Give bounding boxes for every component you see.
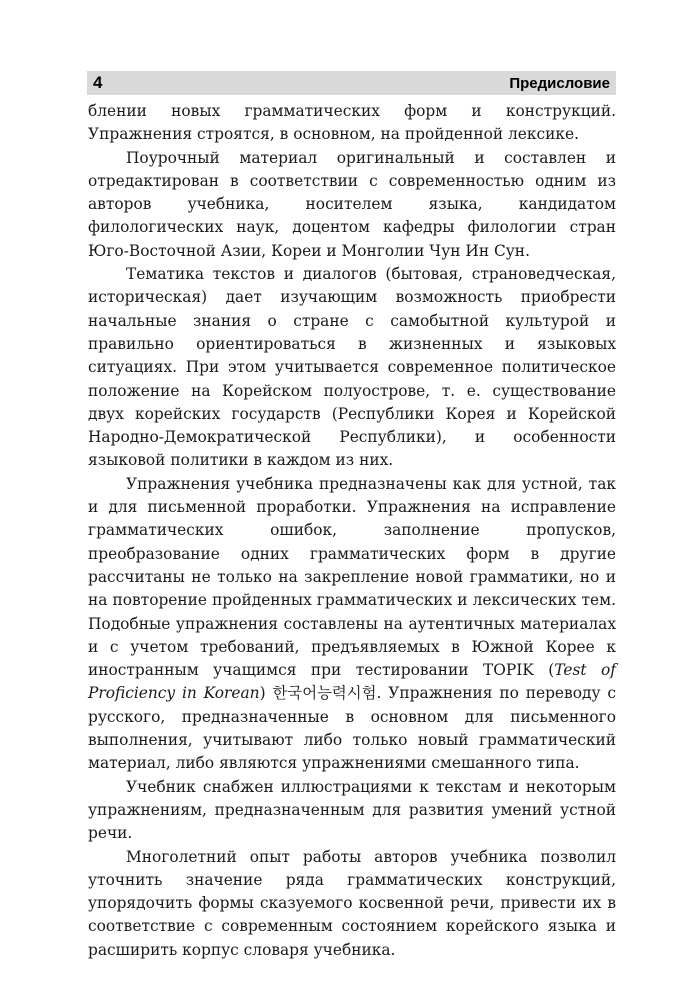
- paragraph-illustrations: Учебник снабжен иллюстрациями к текстам и некоторым упражнениям, предназначенным для развития умений устной речи.: [88, 777, 616, 843]
- page-number: 4: [93, 73, 103, 92]
- paragraph-continued: блении новых грамматических форм и конструкций. Упражнения строятся, в основном, на пройденной лексике.: [88, 102, 616, 144]
- paragraph-material: Поурочный материал оригинальный и составлен и отредактирован в соответствии с современностью одним из авторов учебника, носителем языка, кандидатом филологических наук, доцентом кафедры филологии стран Юго-Восточной Азии, Кореи и Монголии Чун Ин Сун.: [88, 148, 616, 260]
- paragraph-exercises: [88, 473, 616, 776]
- paragraph-topics: Тематика текстов и диалогов (бытовая, страноведческая, историческая) дает изучающим возможность приобрести начальные знания о стране с самобытной культурой и правильно ориентироваться в жизненных и языковых ситуациях. При этом учитывается современное политическое положение на Корейском полуострове, т. е. существование двух корейских государств (Республики Корея и Корейской Народно-Демократической Республики), и особенности языковой политики в каждом из них.: [88, 265, 616, 470]
- paragraph-experience: Многолетний опыт работы авторов учебника позволил уточнить значение ряда грамматических конструкций, упорядочить формы сказуемого косвенной речи, привести их в соответствие с современным состоянием корейского языка и расширить корпус словаря учебника.: [88, 847, 616, 959]
- body-text: [88, 100, 616, 962]
- section-title: Предисловие: [509, 75, 610, 92]
- exercises-text-end: ) 한국어능력시험. Упражнения по переводу с русского, предназначенные в основном для письменного выполнения, учитывают либо только новый грамматический материал, либо являются упражнениями смешанного типа.: [88, 684, 616, 773]
- exercises-text-start: Упражнения учебника предназначены как для устной, так и для письменной проработки. Упражнения на исправление грамматических ошибок, заполнение пропусков, преобразование одних грамматических форм в другие рассчитаны не только на закрепление новой грамматики, но и на повторение пройденных грамматических и лексических тем. Подобные упражнения составлены на аутентичных материалах и с учетом требований, предъявляемых в Южной Корее к иностранным учащимся при тестировании TOPIK (: [88, 474, 616, 680]
- topik-full-name: Test of Proficiency in Korean: [88, 661, 616, 703]
- running-header: [87, 71, 616, 95]
